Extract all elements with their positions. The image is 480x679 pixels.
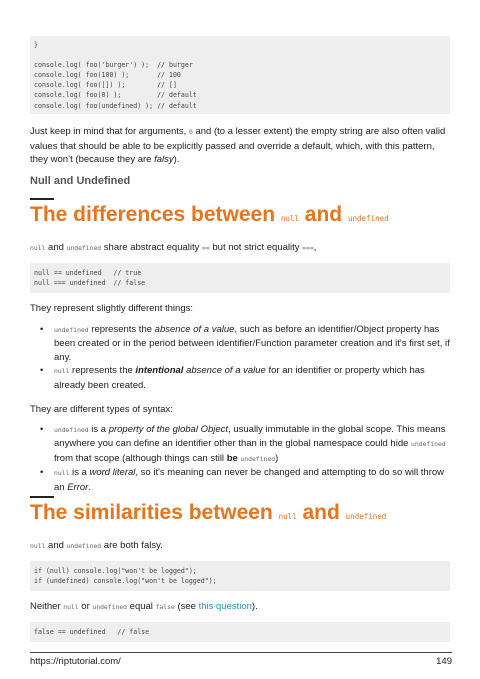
- section-title: Null and Undefined: [30, 175, 131, 187]
- list-item: • undefined represents the absence of a value, such as before an identifier/Object property has been created or in the period between identifier/Function parameter creation and it's first set, if any.: [40, 324, 450, 363]
- code-block-foo-examples: } console.log( foo('burger') ); // burger console.log( foo(100) ); // 100 console.log( foo([]) ); // [] console.log( foo(0) ); // default console.log( foo(undefined) ); // default: [30, 36, 450, 114]
- heading-similarities: The similarities between null and undefined: [30, 501, 387, 524]
- paragraph-neither: Neither null or undefined equal false (see this question).: [30, 601, 258, 612]
- paragraph-arguments: Just keep in mind that for arguments, 0 and (to a lesser extent) the empty string are also often valid values that should be able to be explicitly passed and override a default, which, with this pattern, they won’t (because they are falsy).: [30, 126, 446, 166]
- this-question-link[interactable]: this question: [198, 601, 252, 612]
- code-block-false: false == undefined // false: [30, 622, 450, 642]
- heading-rule: [30, 198, 54, 200]
- list-item: • undefined is a property of the global Object, usually immutable in the global scope. This means anywhere you can define an identifier other than in the global namespace could hide undefined from that scope (although things can still be undefined): [40, 424, 446, 464]
- list-item: • null is a word literal, so it's meaning can never be changed and attempting to do so will throw an Error.: [40, 467, 445, 493]
- paragraph-equality: null and undefined share abstract equality == but not strict equality ===,: [30, 242, 317, 253]
- footer-url-link[interactable]: https://riptutorial.com/: [30, 656, 121, 667]
- paragraph-things: They represent slightly different things:: [30, 303, 193, 314]
- code-block-falsy: if (null) console.log("won't be logged"); if (undefined) console.log("won't be logged");: [30, 561, 450, 591]
- heading-differences: The differences between null and undefined: [30, 203, 389, 226]
- list-things: [30, 323, 452, 392]
- code-block-equality: null == undefined // true null === undefined // false: [30, 263, 450, 293]
- paragraph-syntax: They are different types of syntax:: [30, 404, 173, 415]
- page-number: 149: [436, 656, 452, 667]
- heading-rule: [30, 496, 54, 498]
- list-syntax: [30, 423, 452, 494]
- list-item: • null represents the intentional absence of a value for an identifier or property which has already been created.: [40, 365, 425, 391]
- paragraph-falsy: null and undefined are both falsy.: [30, 540, 163, 551]
- footer-divider: [30, 652, 452, 653]
- inline-code-zero: 0: [188, 128, 193, 136]
